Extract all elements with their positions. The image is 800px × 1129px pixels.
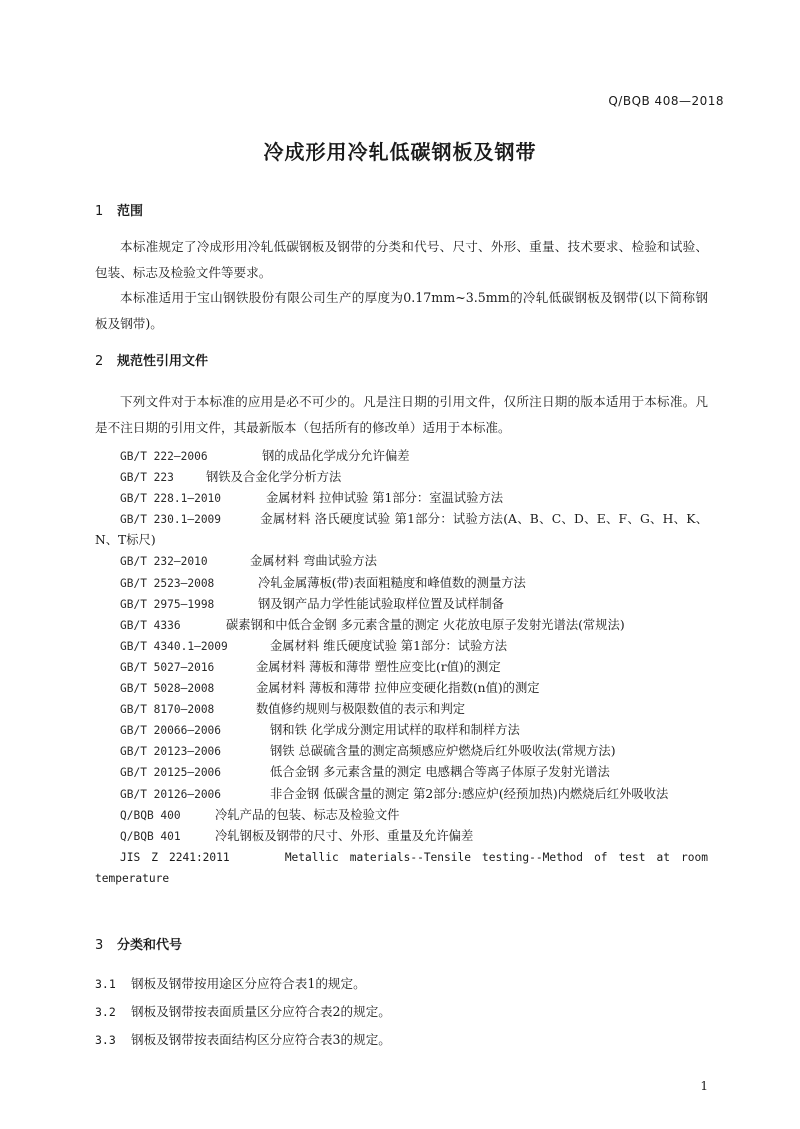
reference-code: GB/T 5028—2008 [120,682,215,696]
reference-title: 冷轧金属薄板(带)表面粗糙度和峰值数的测量方法 [258,575,526,590]
reference-code: GB/T 4340.1—2009 [120,639,228,653]
section-title: 范围 [117,204,144,219]
clause-number: 3.1 [95,977,116,991]
reference-item [95,762,708,783]
reference-item [95,699,708,720]
reference-item [95,488,708,509]
reference-title: 金属材料 薄板和薄带 塑性应变比(r值)的测定 [256,659,501,674]
reference-code: GB/T 230.1—2009 [120,513,222,527]
reference-item [95,784,708,805]
reference-item [95,551,708,572]
reference-title: 冷轧产品的包装、标志及检验文件 [215,807,400,822]
reference-title: 金属材料 维氏硬度试验 第1部分：试验方法 [270,638,507,653]
section-3-heading [95,934,182,953]
reference-item [95,615,708,636]
reference-item [95,509,708,551]
reference-item [95,741,708,762]
section-title: 分类和代号 [117,938,183,953]
reference-code: GB/T 5027—2016 [120,660,215,674]
reference-code: GB/T 2975—1998 [120,597,215,611]
reference-code: GB/T 20126—2006 [120,787,222,801]
reference-code: GB/T 232—2010 [120,555,208,569]
section-number: 2 [95,354,104,369]
clause-3-1 [95,973,366,992]
reference-item [95,847,708,889]
reference-code: GB/T 222—2006 [120,450,208,463]
reference-title: 钢和铁 化学成分测定用试样的取样和制样方法 [270,723,520,738]
clause-number: 3.3 [95,1033,116,1047]
scope-paragraph-2: 本标准适用于宝山钢铁股份有限公司生产的厚度为0.17mm~3.5mm的冷轧低碳钢板及钢带(以下简称钢板及钢带)。 [95,290,708,331]
section-number: 1 [95,204,104,219]
reference-code: GB/T 20123—2006 [120,745,222,759]
reference-item [95,636,708,657]
references-intro: 下列文件对于本标准的应用是必不可少的。凡是注日期的引用文件，仅所注日期的版本适用于本标准。凡是不注日期的引用文件，其最新版本（包括所有的修改单）适用于本标准。 [95,394,708,435]
section-1-heading [95,200,143,219]
reference-code: GB/T 20066—2006 [120,724,222,738]
reference-code: Q/BQB 401 [120,829,181,843]
reference-title: 金属材料 弯曲试验方法 [250,554,377,569]
reference-title: Metallic materials--Tensile testing--Method of test at room temperature [95,850,708,885]
reference-title: 钢及钢产品力学性能试验取样位置及试样制备 [258,596,504,611]
clause-3-3 [95,1029,391,1048]
reference-item [95,720,708,741]
reference-code: GB/T 8170—2008 [120,703,215,717]
reference-item [95,805,708,826]
reference-item [95,594,708,615]
reference-code: GB/T 228.1—2010 [120,492,222,506]
reference-code: GB/T 20125—2006 [120,766,222,780]
scope-paragraph-1: 本标准规定了冷成形用冷轧低碳钢板及钢带的分类和代号、尺寸、外形、重量、技术要求、检验和试验、包装、标志及检验文件等要求。 [95,239,708,280]
reference-title: 非合金钢 低碳含量的测定 第2部分:感应炉(经预加热)内燃烧后红外吸收法 [270,786,669,801]
page-number: 1 [700,1079,708,1093]
reference-list [95,446,708,889]
reference-title: 金属材料 洛氏硬度试验 第1部分：试验方法(A、B、C、D、E、F、G、H、K、N、T标尺) [95,512,708,548]
section-number: 3 [95,938,104,953]
reference-title: 低合金钢 多元素含量的测定 电感耦合等离子体原子发射光谱法 [270,765,610,780]
reference-code: GB/T 223 [120,471,174,485]
reference-title: 数值修约规则与极限数值的表示和判定 [256,702,466,717]
reference-item [95,467,708,488]
reference-item [95,446,708,467]
clause-number: 3.2 [95,1005,116,1019]
reference-title: 钢的成品化学成分允许偏差 [262,449,410,463]
document-title: 冷成形用冷轧低碳钢板及钢带 [263,140,537,164]
reference-item [95,678,708,699]
reference-title: 碳素钢和中低合金钢 多元素含量的测定 火花放电原子发射光谱法(常规法) [226,617,625,632]
reference-title: 钢铁及合金化学分析方法 [206,470,342,485]
clause-text: 钢板及钢带按表面结构区分应符合表3的规定。 [131,1032,391,1047]
clause-text: 钢板及钢带按用途区分应符合表1的规定。 [131,976,366,991]
reference-title: 金属材料 拉伸试验 第1部分：室温试验方法 [266,491,503,506]
reference-item [95,826,708,847]
document-code: Q/BQB 408—2018 [608,94,724,108]
reference-title: 冷轧钢板及钢带的尺寸、外形、重量及允许偏差 [215,828,474,843]
reference-code: GB/T 2523—2008 [120,576,215,590]
reference-code: JIS Z 2241:2011 [120,850,230,864]
reference-item [95,573,708,594]
section-2-heading [95,350,208,369]
reference-code: GB/T 4336 [120,618,181,632]
clause-3-2 [95,1001,391,1020]
reference-code: Q/BQB 400 [120,808,181,822]
reference-title: 金属材料 薄板和薄带 拉伸应变硬化指数(n值)的测定 [256,681,540,696]
reference-title: 钢铁 总碳硫含量的测定高频感应炉燃烧后红外吸收法(常规方法) [270,744,616,759]
reference-item [95,657,708,678]
section-title: 规范性引用文件 [117,354,209,369]
clause-text: 钢板及钢带按表面质量区分应符合表2的规定。 [131,1004,391,1019]
